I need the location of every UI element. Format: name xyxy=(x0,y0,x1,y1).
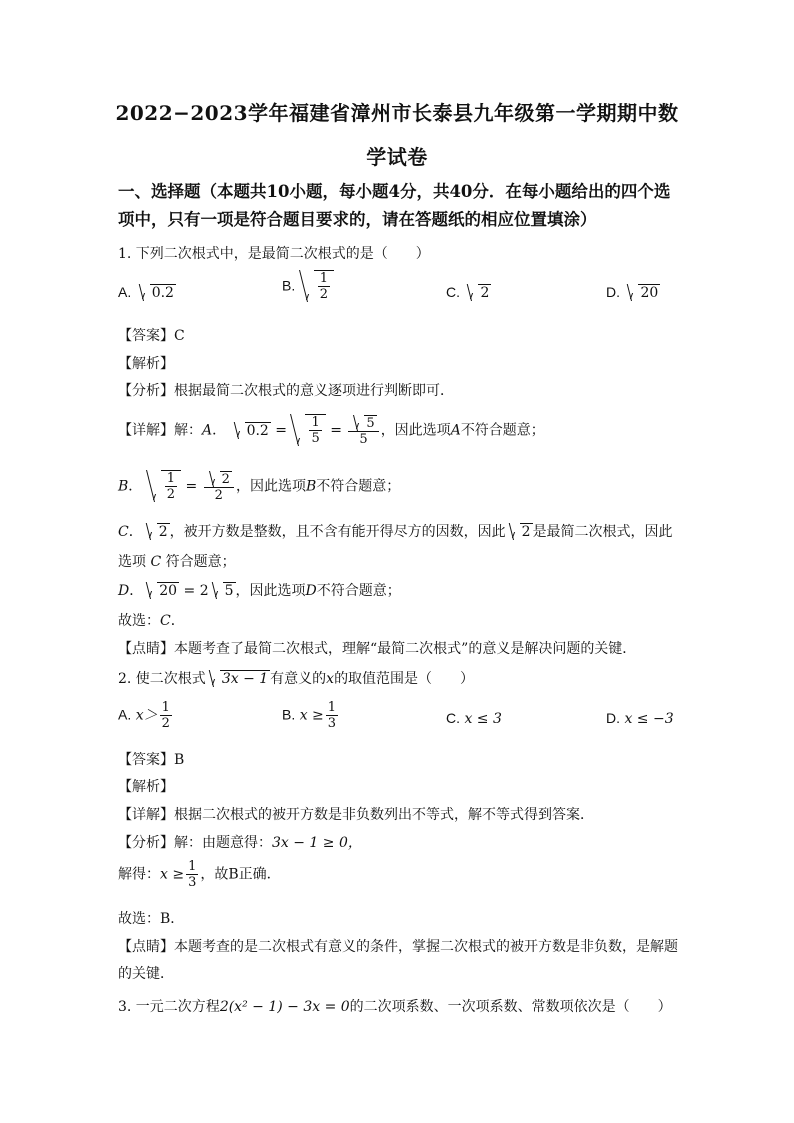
page-title-line2: 学试卷 xyxy=(366,145,428,169)
q1-answer: 【答案】C xyxy=(118,328,185,344)
q2-analysis: 【分析】解：由题意得：3x − 1 ≥ 0， xyxy=(118,835,362,851)
q1-detail-c-line2: 选项 C 符合题意； xyxy=(118,554,236,570)
q1-detail-b: B． $\frac{1}{2}$ = $\frac{2}{2}$ ，因此选项B不符合题意； xyxy=(118,471,401,503)
q1-detail-c: C． 2 ，被开方数是整数，且不含有能开得尽方的因数，因此 2 是最简二次根式，因此 xyxy=(118,524,673,540)
q3-stem: 3. 一元二次方程2(x² − 1) − 3x = 0的二次项系数、一次项系数、常数项依次是（ ） xyxy=(118,999,672,1015)
q2-comment-line2: 的关键． xyxy=(118,966,174,982)
q1-detail-a: 【详解】解：A． 0.2 = $\frac{1}{5}$ = $\frac{5}{5}$ ，因此选项A不符合题意； xyxy=(118,415,545,447)
q1-choose: 故选：C． xyxy=(118,613,185,629)
q2-choose: 故选：B． xyxy=(118,911,185,927)
q1-option-b: B. $\frac{1}{2}$ xyxy=(282,270,334,302)
q2-stem: 2. 使二次根式 3x − 1 有意义的x的取值范围是（ ） xyxy=(118,671,475,687)
sqrt-symbol: $\frac{1}{2}$ xyxy=(303,270,334,302)
q1-stem: 1. 下列二次根式中，是最简二次根式的是（ ） xyxy=(118,246,430,262)
q2-answer: 【答案】B xyxy=(118,752,185,768)
sqrt-symbol: 20 xyxy=(627,284,660,301)
q1-option-d: D. 20 xyxy=(606,284,659,301)
page-title-line1: 2022−2023学年福建省漳州市长泰县九年级第一学期期中数 xyxy=(115,101,679,125)
q1-detail-d: D． 20 = 2 5 ，因此选项D不符合题意； xyxy=(118,583,401,599)
q1-option-c: C. 2 xyxy=(446,284,490,301)
q2-option-a: A. x＞ $\frac{1}{2}$ xyxy=(118,700,170,731)
q2-option-c: C. x ≤ 3 xyxy=(446,710,502,727)
q1-comment: 【点睛】本题考查了最简二次根式，理解“最简二次根式”的意义是解决问题的关键． xyxy=(118,641,637,657)
q2-option-d: D. x ≤ −3 xyxy=(606,710,674,727)
q2-comment-line1: 【点睛】本题考查的是二次根式有意义的条件，掌握二次根式的被开方数是非负数，是解题 xyxy=(118,939,678,955)
sqrt-symbol: 0.2 xyxy=(139,284,176,301)
sqrt-symbol: 2 xyxy=(467,284,491,301)
q2-detail: 【详解】根据二次根式的被开方数是非负数列出不等式，解不等式得到答案． xyxy=(118,807,594,823)
section-heading-line1: 一、选择题（本题共10小题，每小题4分，共40分．在每小题给出的四个选 xyxy=(118,182,671,201)
q2-option-b: B. x ≥ $\frac{1}{3}$ xyxy=(282,700,337,731)
q1-option-a: A. 0.2 xyxy=(118,284,174,301)
section-heading-line2: 项中，只有一项是符合题目要求的，请在答题纸的相应位置填涂） xyxy=(118,210,597,229)
q1-analysis-head: 【解析】 xyxy=(118,356,174,372)
q2-analysis-head: 【解析】 xyxy=(118,779,174,795)
q1-analysis: 【分析】根据最简二次根式的意义逐项进行判断即可． xyxy=(118,383,454,399)
q2-solve: 解得：x ≥ $\frac{1}{3}$ ，故B正确． xyxy=(118,859,281,890)
